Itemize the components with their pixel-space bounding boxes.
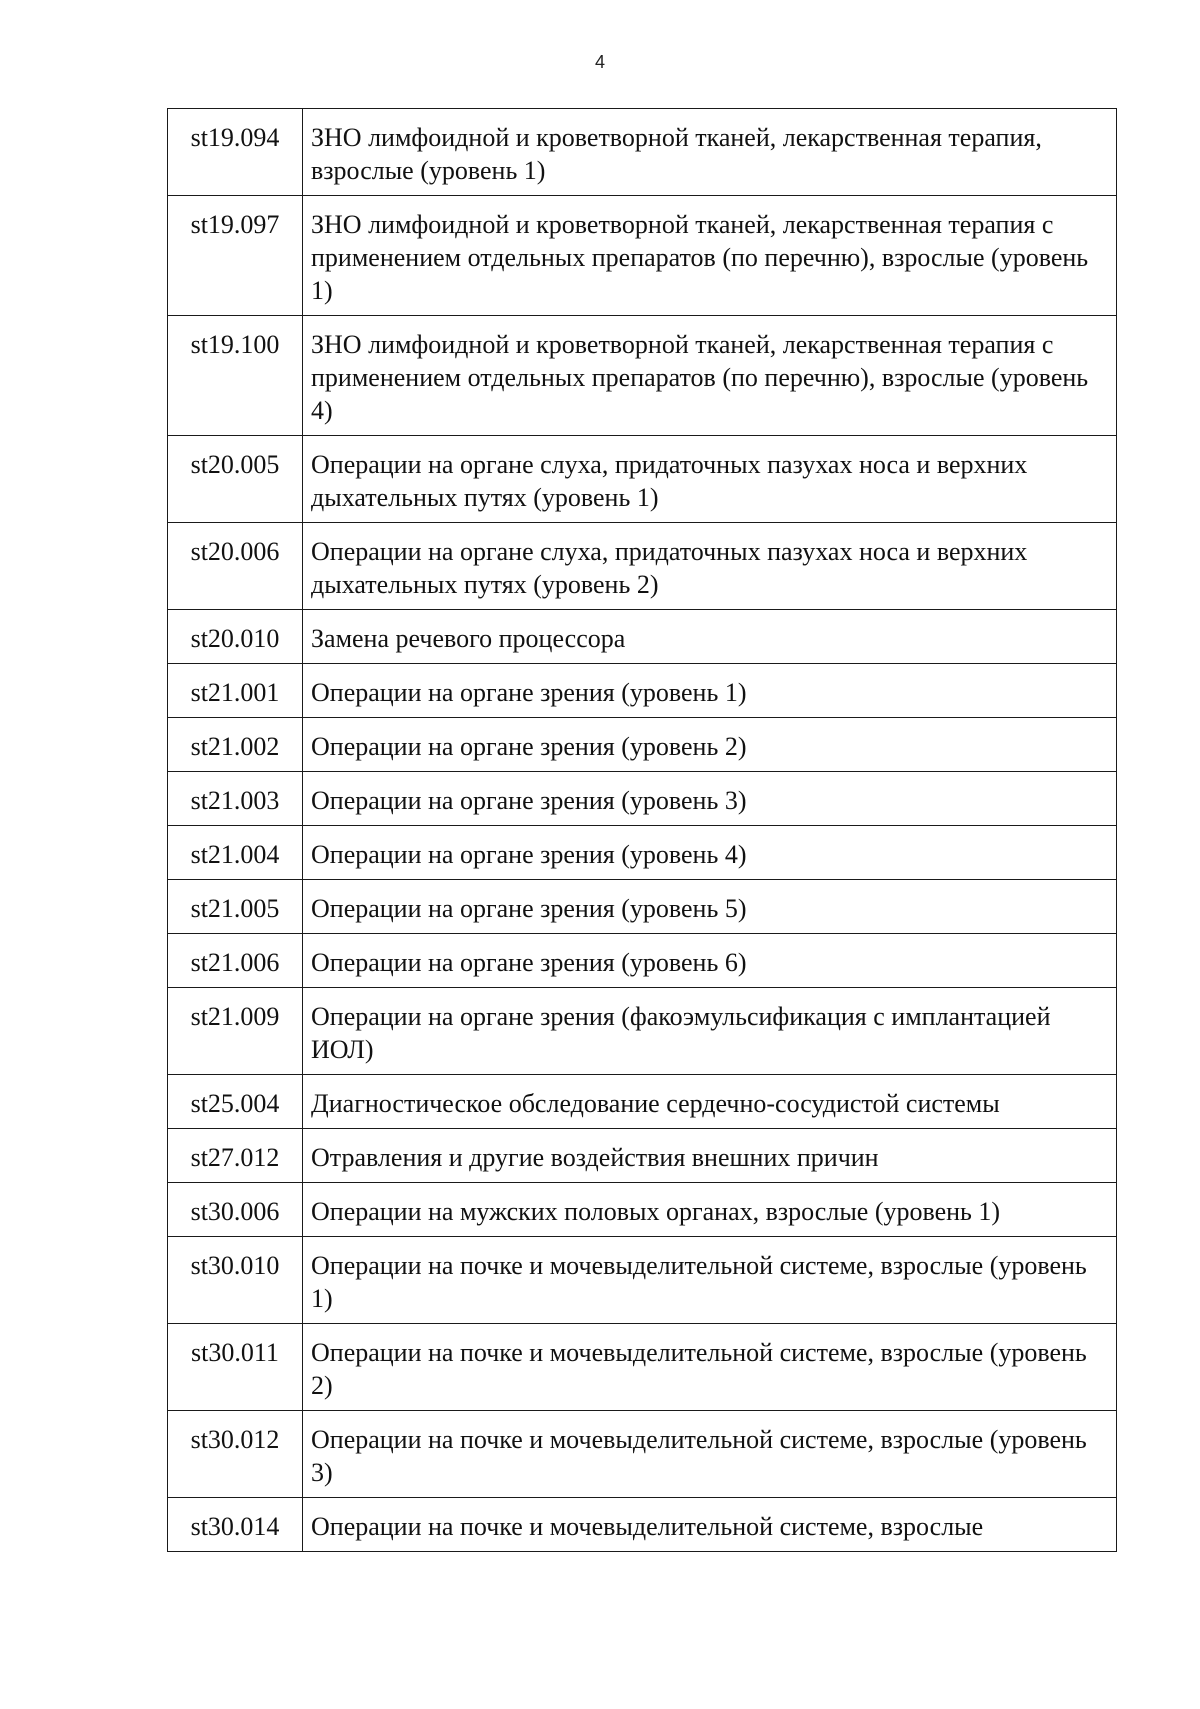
description-cell: Операции на органе зрения (уровень 4) [303, 826, 1117, 880]
description-cell: Операции на органе зрения (факоэмульсификация с имплантацией ИОЛ) [303, 988, 1117, 1075]
table-row [168, 1411, 1117, 1498]
table-row [168, 880, 1117, 934]
table-row [168, 109, 1117, 196]
code-cell: st30.014 [168, 1498, 303, 1552]
table-row [168, 664, 1117, 718]
table-row [168, 772, 1117, 826]
description-cell: Отравления и другие воздействия внешних причин [303, 1129, 1117, 1183]
description-cell: Операции на почке и мочевыделительной системе, взрослые [303, 1498, 1117, 1552]
description-cell: ЗНО лимфоидной и кроветворной тканей, лекарственная терапия с применением отдельных препаратов (по перечню), взрослые (уровень 1) [303, 196, 1117, 316]
table-row [168, 196, 1117, 316]
code-cell: st21.005 [168, 880, 303, 934]
table-row [168, 1075, 1117, 1129]
code-cell: st30.006 [168, 1183, 303, 1237]
table-row [168, 718, 1117, 772]
description-cell: ЗНО лимфоидной и кроветворной тканей, лекарственная терапия, взрослые (уровень 1) [303, 109, 1117, 196]
code-cell: st21.001 [168, 664, 303, 718]
code-cell: st21.009 [168, 988, 303, 1075]
table-row [168, 1129, 1117, 1183]
description-cell: ЗНО лимфоидной и кроветворной тканей, лекарственная терапия с применением отдельных препаратов (по перечню), взрослые (уровень 4) [303, 316, 1117, 436]
code-cell: st30.010 [168, 1237, 303, 1324]
description-cell: Замена речевого процессора [303, 610, 1117, 664]
table-row [168, 523, 1117, 610]
table-row [168, 988, 1117, 1075]
code-cell: st19.100 [168, 316, 303, 436]
description-cell: Операции на мужских половых органах, взрослые (уровень 1) [303, 1183, 1117, 1237]
description-cell: Операции на органе слуха, придаточных пазухах носа и верхних дыхательных путях (уровень 2) [303, 523, 1117, 610]
description-cell: Операции на почке и мочевыделительной системе, взрослые (уровень 1) [303, 1237, 1117, 1324]
code-cell: st20.005 [168, 436, 303, 523]
code-cell: st27.012 [168, 1129, 303, 1183]
code-cell: st21.002 [168, 718, 303, 772]
table-row [168, 1324, 1117, 1411]
code-cell: st21.006 [168, 934, 303, 988]
code-cell: st19.097 [168, 196, 303, 316]
table-row [168, 610, 1117, 664]
page-number: 4 [594, 52, 605, 72]
code-cell: st20.010 [168, 610, 303, 664]
table-row [168, 934, 1117, 988]
description-cell: Операции на органе зрения (уровень 2) [303, 718, 1117, 772]
code-cell: st30.012 [168, 1411, 303, 1498]
code-cell: st21.003 [168, 772, 303, 826]
description-cell: Диагностическое обследование сердечно-сосудистой системы [303, 1075, 1117, 1129]
table-row [168, 826, 1117, 880]
description-cell: Операции на органе зрения (уровень 1) [303, 664, 1117, 718]
code-cell: st25.004 [168, 1075, 303, 1129]
table-row [168, 316, 1117, 436]
description-cell: Операции на органе слуха, придаточных пазухах носа и верхних дыхательных путях (уровень 1) [303, 436, 1117, 523]
description-cell: Операции на органе зрения (уровень 3) [303, 772, 1117, 826]
code-cell: st19.094 [168, 109, 303, 196]
ksg-table [167, 108, 1117, 1552]
table-row [168, 436, 1117, 523]
code-cell: st30.011 [168, 1324, 303, 1411]
description-cell: Операции на органе зрения (уровень 5) [303, 880, 1117, 934]
code-cell: st20.006 [168, 523, 303, 610]
description-cell: Операции на почке и мочевыделительной системе, взрослые (уровень 2) [303, 1324, 1117, 1411]
description-cell: Операции на органе зрения (уровень 6) [303, 934, 1117, 988]
code-cell: st21.004 [168, 826, 303, 880]
table-row [168, 1237, 1117, 1324]
table-row [168, 1183, 1117, 1237]
table-row [168, 1498, 1117, 1552]
description-cell: Операции на почке и мочевыделительной системе, взрослые (уровень 3) [303, 1411, 1117, 1498]
